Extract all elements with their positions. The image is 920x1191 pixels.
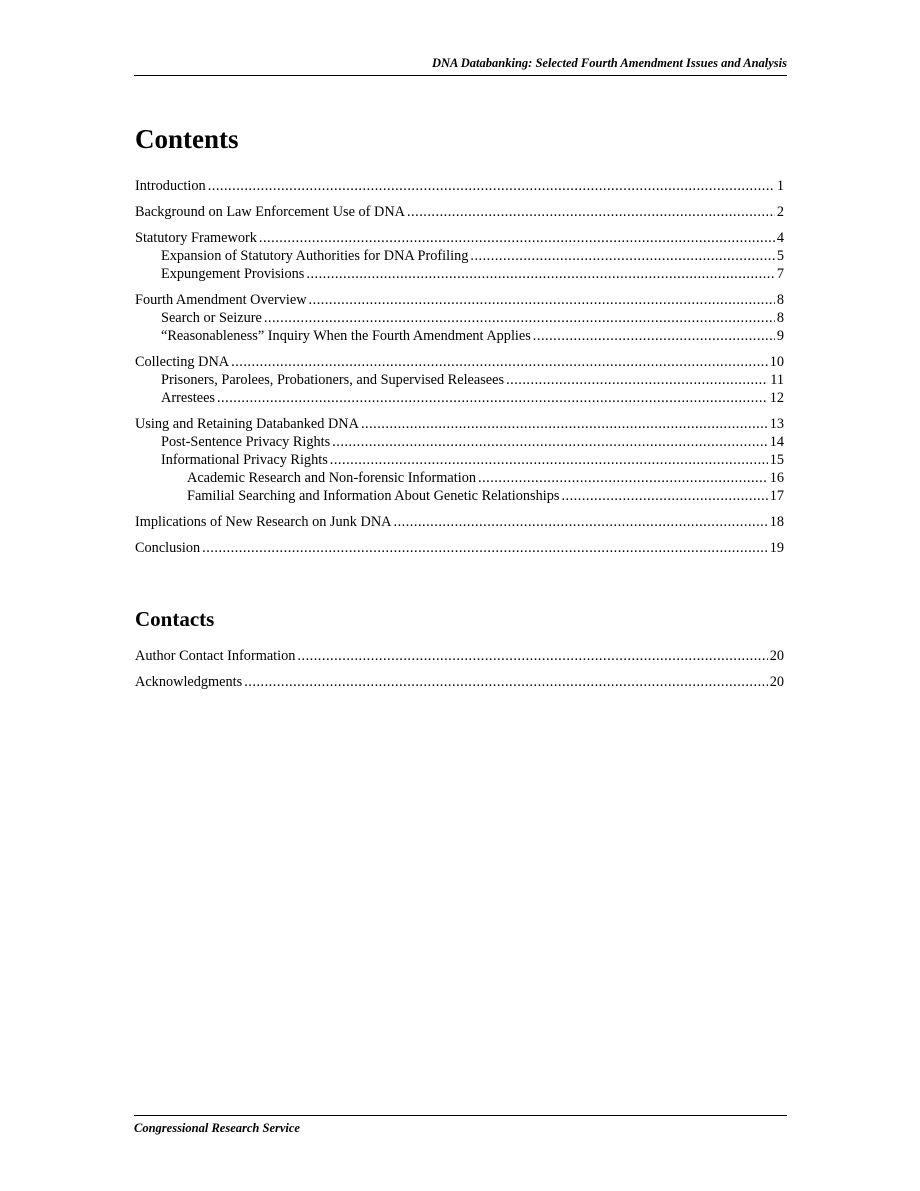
toc-page-number: 5	[776, 248, 784, 264]
toc-entry-title: Expungement Provisions	[161, 266, 305, 282]
toc-page-number: 20	[769, 648, 784, 664]
dot-leader	[394, 513, 768, 531]
toc-entry-title: Collecting DNA	[135, 354, 230, 370]
dot-leader	[259, 229, 775, 247]
toc-page-number: 7	[776, 266, 784, 282]
toc-page-number: 13	[769, 416, 784, 432]
toc-entry-title: Introduction	[135, 178, 206, 194]
dot-leader	[533, 327, 775, 345]
toc-entry[interactable]	[135, 353, 784, 371]
dot-leader	[231, 353, 768, 371]
contents-heading: Contents	[135, 124, 239, 154]
toc-entry[interactable]	[135, 647, 784, 665]
dot-leader	[264, 309, 775, 327]
dot-leader	[506, 371, 768, 389]
toc-entry-title: Background on Law Enforcement Use of DNA	[135, 204, 405, 220]
dot-leader	[244, 673, 767, 691]
toc-entry[interactable]	[135, 433, 784, 451]
dot-leader	[202, 539, 768, 557]
dot-leader	[470, 247, 774, 265]
toc-entry[interactable]	[135, 539, 784, 557]
toc-entry[interactable]	[135, 327, 784, 345]
toc-entry[interactable]	[135, 291, 784, 309]
toc-page-number: 16	[769, 470, 784, 486]
toc-page-number: 2	[776, 204, 784, 220]
contacts-list	[135, 647, 784, 691]
toc-entry-title: Expansion of Statutory Authorities for DNA Profiling	[161, 248, 469, 264]
dot-leader	[478, 469, 768, 487]
toc-entry[interactable]	[135, 451, 784, 469]
toc-entry[interactable]	[135, 229, 784, 247]
toc-entry-title: Academic Research and Non-forensic Information	[187, 470, 476, 486]
dot-leader	[297, 647, 767, 665]
dot-leader	[407, 203, 775, 221]
toc-entry[interactable]	[135, 309, 784, 327]
toc-entry-title: Statutory Framework	[135, 230, 257, 246]
toc-page-number: 10	[769, 354, 784, 370]
toc-entry[interactable]	[135, 469, 784, 487]
toc-entry[interactable]	[135, 487, 784, 505]
toc-entry[interactable]	[135, 177, 784, 195]
running-header: DNA Databanking: Selected Fourth Amendment Issues and Analysis	[134, 56, 787, 76]
dot-leader	[332, 433, 768, 451]
toc-entry[interactable]	[135, 265, 784, 283]
toc-page-number: 8	[776, 310, 784, 326]
toc-page-number: 20	[769, 674, 784, 690]
toc-entry[interactable]	[135, 371, 784, 389]
toc-page-number: 15	[769, 452, 784, 468]
toc-entry[interactable]	[135, 513, 784, 531]
toc-entry-title: Conclusion	[135, 540, 201, 556]
toc-entry-title: Familial Searching and Information About Genetic Relationships	[187, 488, 560, 504]
toc-entry[interactable]	[135, 247, 784, 265]
toc-entry-title: Arrestees	[161, 390, 215, 406]
dot-leader	[309, 291, 775, 309]
toc-page-number: 1	[776, 178, 784, 194]
dot-leader	[361, 415, 768, 433]
dot-leader	[330, 451, 768, 469]
toc-entry-title: Author Contact Information	[135, 648, 296, 664]
toc-page-number: 19	[769, 540, 784, 556]
toc-page-number: 12	[769, 390, 784, 406]
contents-list	[135, 177, 784, 557]
page-footer: Congressional Research Service	[134, 1115, 787, 1136]
toc-entry-title: Using and Retaining Databanked DNA	[135, 416, 359, 432]
toc-entry-title: Prisoners, Parolees, Probationers, and Supervised Releasees	[161, 372, 505, 388]
dot-leader	[561, 487, 767, 505]
toc-page-number: 11	[770, 372, 784, 388]
dot-leader	[217, 389, 768, 407]
toc-entry-title: Search or Seizure	[161, 310, 262, 326]
toc-entry[interactable]	[135, 415, 784, 433]
dot-leader	[306, 265, 774, 283]
toc-entry[interactable]	[135, 673, 784, 691]
toc-page-number: 4	[776, 230, 784, 246]
toc-entry-title: Fourth Amendment Overview	[135, 292, 307, 308]
toc-entry[interactable]	[135, 203, 784, 221]
toc-entry[interactable]	[135, 389, 784, 407]
toc-entry-title: Acknowledgments	[135, 674, 243, 690]
toc-entry-title: Implications of New Research on Junk DNA	[135, 514, 392, 530]
toc-page-number: 9	[776, 328, 784, 344]
toc-page-number: 14	[769, 434, 784, 450]
toc-page-number: 17	[769, 488, 784, 504]
toc-page-number: 8	[776, 292, 784, 308]
toc-entry-title: Post-Sentence Privacy Rights	[161, 434, 331, 450]
dot-leader	[208, 177, 775, 195]
contacts-heading: Contacts	[135, 607, 215, 631]
toc-entry-title: Informational Privacy Rights	[161, 452, 328, 468]
toc-entry-title: “Reasonableness” Inquiry When the Fourth Amendment Applies	[161, 328, 531, 344]
toc-page-number: 18	[769, 514, 784, 530]
